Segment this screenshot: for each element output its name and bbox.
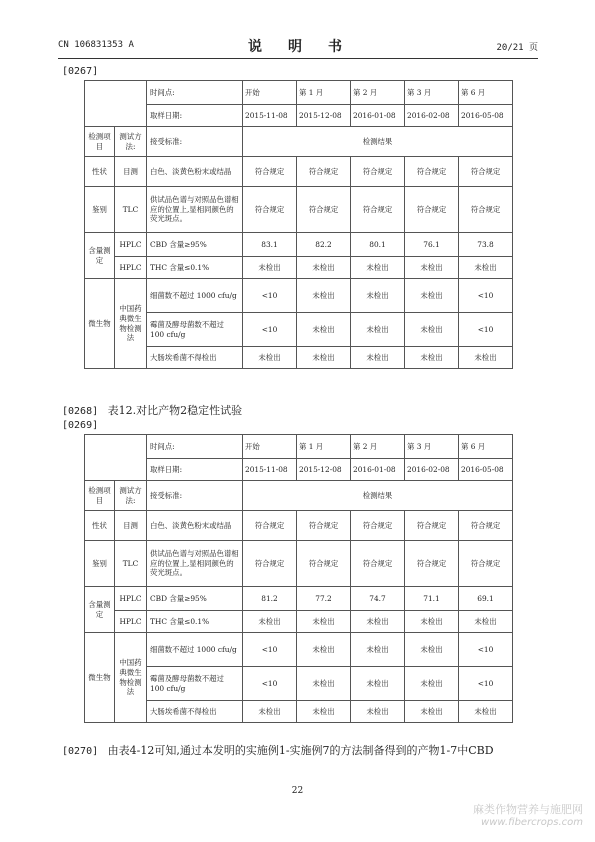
- thc-value-cell: 未检出: [405, 611, 459, 633]
- test-item-micro: 微生物: [85, 279, 115, 369]
- criteria-cell: THC 含量≤0.1%: [147, 257, 243, 279]
- test-item-content: 含量测定: [85, 233, 115, 279]
- test-item-identify: 鉴别: [85, 541, 115, 587]
- test-item-identify: 鉴别: [85, 187, 115, 233]
- result-cell: <10: [243, 667, 297, 701]
- result-cell: 符合规定: [405, 511, 459, 541]
- time-point-cell: 第 2 月: [351, 81, 405, 105]
- result-cell: 符合规定: [459, 511, 513, 541]
- thc-value-cell: 未检出: [297, 257, 351, 279]
- paragraph-0269: [62, 418, 104, 431]
- stability-table-1: [84, 80, 513, 369]
- result-cell: 符合规定: [243, 541, 297, 587]
- sample-date-cell: 2015-12-08: [297, 459, 351, 481]
- result-cell: 符合规定: [297, 187, 351, 233]
- time-point-cell: 第 6 月: [459, 435, 513, 459]
- result-cell: 未检出: [243, 347, 297, 369]
- test-method-header: 测试方法:: [115, 481, 147, 511]
- time-point-cell: 第 6 月: [459, 81, 513, 105]
- table-row: [85, 435, 513, 459]
- table-row: [85, 701, 513, 723]
- criteria-cell: 白色、淡黄色粉末或结晶: [147, 157, 243, 187]
- result-cell: 未检出: [351, 633, 405, 667]
- header-rule: [58, 58, 538, 59]
- table-row: [85, 541, 513, 587]
- result-cell: <10: [459, 279, 513, 313]
- cbd-value-cell: 80.1: [351, 233, 405, 257]
- test-method-tlc: TLC: [115, 187, 147, 233]
- cbd-value-cell: 76.1: [405, 233, 459, 257]
- test-item-header: 检测项目: [85, 127, 115, 157]
- result-cell: 未检出: [405, 633, 459, 667]
- thc-value-cell: 未检出: [459, 611, 513, 633]
- criteria-cell: 白色、淡黄色粉末或结晶: [147, 511, 243, 541]
- result-cell: 符合规定: [297, 511, 351, 541]
- table-row: [85, 481, 513, 511]
- stability-table-2: [84, 434, 513, 723]
- result-cell: 未检出: [405, 667, 459, 701]
- table-row: [85, 233, 513, 257]
- result-cell: 未检出: [243, 701, 297, 723]
- criteria-cell: 霉菌及酵母菌数不超过 100 cfu/g: [147, 313, 243, 347]
- cbd-value-cell: 69.1: [459, 587, 513, 611]
- result-cell: 未检出: [459, 701, 513, 723]
- result-cell: 未检出: [297, 279, 351, 313]
- result-header: 检测结果: [243, 481, 513, 511]
- criteria-cell: 霉菌及酵母菌数不超过 100 cfu/g: [147, 667, 243, 701]
- result-cell: <10: [459, 667, 513, 701]
- paragraph-0270: [62, 742, 494, 758]
- table-row: [85, 347, 513, 369]
- test-method-hplc: HPLC: [115, 611, 147, 633]
- sample-date-cell: 2015-11-08: [243, 459, 297, 481]
- result-cell: <10: [459, 633, 513, 667]
- sample-date-cell: 2016-05-08: [459, 459, 513, 481]
- paragraph-number: [0267]: [62, 66, 99, 77]
- table-row: [85, 279, 513, 313]
- result-cell: 未检出: [405, 313, 459, 347]
- time-point-cell: 第 1 月: [297, 81, 351, 105]
- paragraph-0267: [62, 64, 104, 77]
- criteria-cell: 取样日期:: [147, 459, 243, 481]
- result-cell: 符合规定: [405, 541, 459, 587]
- result-cell: 未检出: [297, 633, 351, 667]
- result-cell: <10: [459, 313, 513, 347]
- criteria-cell: 供试品色谱与对照品色谱相应的位置上,显相同颜色的荧光斑点。: [147, 541, 243, 587]
- result-cell: 符合规定: [351, 187, 405, 233]
- table-row: [85, 81, 513, 105]
- result-cell: 未检出: [297, 701, 351, 723]
- result-cell: 符合规定: [297, 541, 351, 587]
- result-header: 检测结果: [243, 127, 513, 157]
- sample-date-cell: 2016-01-08: [351, 459, 405, 481]
- sample-date-cell: 2015-12-08: [297, 105, 351, 127]
- time-point-cell: 第 1 月: [297, 435, 351, 459]
- time-point-cell: 开始: [243, 81, 297, 105]
- result-cell: <10: [243, 313, 297, 347]
- criteria-cell: CBD 含量≥95%: [147, 587, 243, 611]
- result-cell: 未检出: [297, 347, 351, 369]
- cbd-value-cell: 82.2: [297, 233, 351, 257]
- table-row: [85, 157, 513, 187]
- cbd-value-cell: 74.7: [351, 587, 405, 611]
- corner-blank-cell: [85, 81, 147, 127]
- test-item-traits: 性状: [85, 511, 115, 541]
- criteria-cell: 细菌数不超过 1000 cfu/g: [147, 633, 243, 667]
- criteria-cell: 大肠埃希菌不得检出: [147, 347, 243, 369]
- watermark-site-name: 麻类作物营养与施肥网: [473, 803, 583, 816]
- criteria-cell: 供试品色谱与对照品色谱相应的位置上,显相同颜色的荧光斑点。: [147, 187, 243, 233]
- test-method-pharmacopoeia: 中国药典微生物检测法: [115, 633, 147, 723]
- sample-date-cell: 2016-02-08: [405, 459, 459, 481]
- time-point-cell: 开始: [243, 435, 297, 459]
- watermark-url: www.fibercrops.com: [481, 817, 583, 828]
- criteria-cell: THC 含量≤0.1%: [147, 611, 243, 633]
- table-row: [85, 511, 513, 541]
- result-cell: 未检出: [351, 279, 405, 313]
- result-cell: 符合规定: [405, 157, 459, 187]
- criteria-cell: 大肠埃希菌不得检出: [147, 701, 243, 723]
- patent-number: CN 106831353 A: [58, 40, 134, 50]
- sample-date-cell: 2016-01-08: [351, 105, 405, 127]
- result-cell: <10: [243, 279, 297, 313]
- test-item-micro: 微生物: [85, 633, 115, 723]
- time-point-cell: 第 3 月: [405, 435, 459, 459]
- result-cell: 符合规定: [459, 187, 513, 233]
- cbd-value-cell: 71.1: [405, 587, 459, 611]
- result-cell: 未检出: [297, 667, 351, 701]
- table-row: [85, 633, 513, 667]
- thc-value-cell: 未检出: [351, 611, 405, 633]
- criteria-cell: 时间点:: [147, 81, 243, 105]
- paragraph-0268: [62, 402, 242, 418]
- result-cell: 符合规定: [351, 157, 405, 187]
- result-cell: 符合规定: [459, 157, 513, 187]
- criteria-header: 接受标准:: [147, 127, 243, 157]
- sample-date-cell: 2016-02-08: [405, 105, 459, 127]
- corner-blank-cell: [85, 435, 147, 481]
- result-cell: 符合规定: [351, 541, 405, 587]
- result-cell: 未检出: [351, 313, 405, 347]
- table-row: [85, 187, 513, 233]
- result-cell: 未检出: [351, 347, 405, 369]
- result-cell: 未检出: [405, 279, 459, 313]
- result-cell: 未检出: [459, 347, 513, 369]
- table-row: [85, 257, 513, 279]
- paragraph-number: [0268]: [62, 406, 99, 417]
- table-row: [85, 127, 513, 157]
- time-point-cell: 第 2 月: [351, 435, 405, 459]
- result-cell: 符合规定: [243, 157, 297, 187]
- result-cell: 符合规定: [351, 511, 405, 541]
- test-method-visual: 目测: [115, 157, 147, 187]
- page-info: 20/21 页: [496, 43, 538, 53]
- test-method-tlc: TLC: [115, 541, 147, 587]
- sample-date-cell: 2016-05-08: [459, 105, 513, 127]
- test-method-pharmacopoeia: 中国药典微生物检测法: [115, 279, 147, 369]
- result-cell: <10: [243, 633, 297, 667]
- result-cell: 符合规定: [297, 157, 351, 187]
- result-cell: 未检出: [351, 701, 405, 723]
- test-item-content: 含量测定: [85, 587, 115, 633]
- test-method-hplc: HPLC: [115, 257, 147, 279]
- test-method-hplc: HPLC: [115, 587, 147, 611]
- criteria-cell: 细菌数不超过 1000 cfu/g: [147, 279, 243, 313]
- table-row: [85, 587, 513, 611]
- paragraph-text: 由表4-12可知,通过本发明的实施例1-实施例7的方法制备得到的产物1-7中CBD: [107, 744, 494, 757]
- table-row: [85, 667, 513, 701]
- cbd-value-cell: 83.1: [243, 233, 297, 257]
- thc-value-cell: 未检出: [297, 611, 351, 633]
- test-item-traits: 性状: [85, 157, 115, 187]
- result-cell: 未检出: [405, 347, 459, 369]
- criteria-cell: 取样日期:: [147, 105, 243, 127]
- cbd-value-cell: 81.2: [243, 587, 297, 611]
- thc-value-cell: 未检出: [351, 257, 405, 279]
- thc-value-cell: 未检出: [459, 257, 513, 279]
- cbd-value-cell: 77.2: [297, 587, 351, 611]
- test-method-header: 测试方法:: [115, 127, 147, 157]
- page-header: [58, 36, 538, 56]
- result-cell: 符合规定: [459, 541, 513, 587]
- thc-value-cell: 未检出: [405, 257, 459, 279]
- thc-value-cell: 未检出: [243, 611, 297, 633]
- table-row: [85, 313, 513, 347]
- result-cell: 未检出: [351, 667, 405, 701]
- watermark: [473, 801, 583, 828]
- thc-value-cell: 未检出: [243, 257, 297, 279]
- test-method-visual: 目测: [115, 511, 147, 541]
- test-item-header: 检测项目: [85, 481, 115, 511]
- test-method-hplc: HPLC: [115, 233, 147, 257]
- result-cell: 未检出: [405, 701, 459, 723]
- table-row: [85, 611, 513, 633]
- document-title: 说 明 书: [248, 39, 348, 55]
- criteria-cell: CBD 含量≥95%: [147, 233, 243, 257]
- time-point-cell: 第 3 月: [405, 81, 459, 105]
- paragraph-number: [0270]: [62, 746, 99, 757]
- cbd-value-cell: 73.8: [459, 233, 513, 257]
- result-cell: 符合规定: [405, 187, 459, 233]
- table-caption: 表12.对比产物2稳定性试验: [107, 404, 243, 417]
- criteria-cell: 时间点:: [147, 435, 243, 459]
- sample-date-cell: 2015-11-08: [243, 105, 297, 127]
- table-row: [85, 459, 513, 481]
- result-cell: 符合规定: [243, 511, 297, 541]
- table-row: [85, 105, 513, 127]
- criteria-header: 接受标准:: [147, 481, 243, 511]
- page-number: 22: [291, 786, 304, 796]
- result-cell: 符合规定: [243, 187, 297, 233]
- paragraph-number: [0269]: [62, 420, 99, 431]
- result-cell: 未检出: [297, 313, 351, 347]
